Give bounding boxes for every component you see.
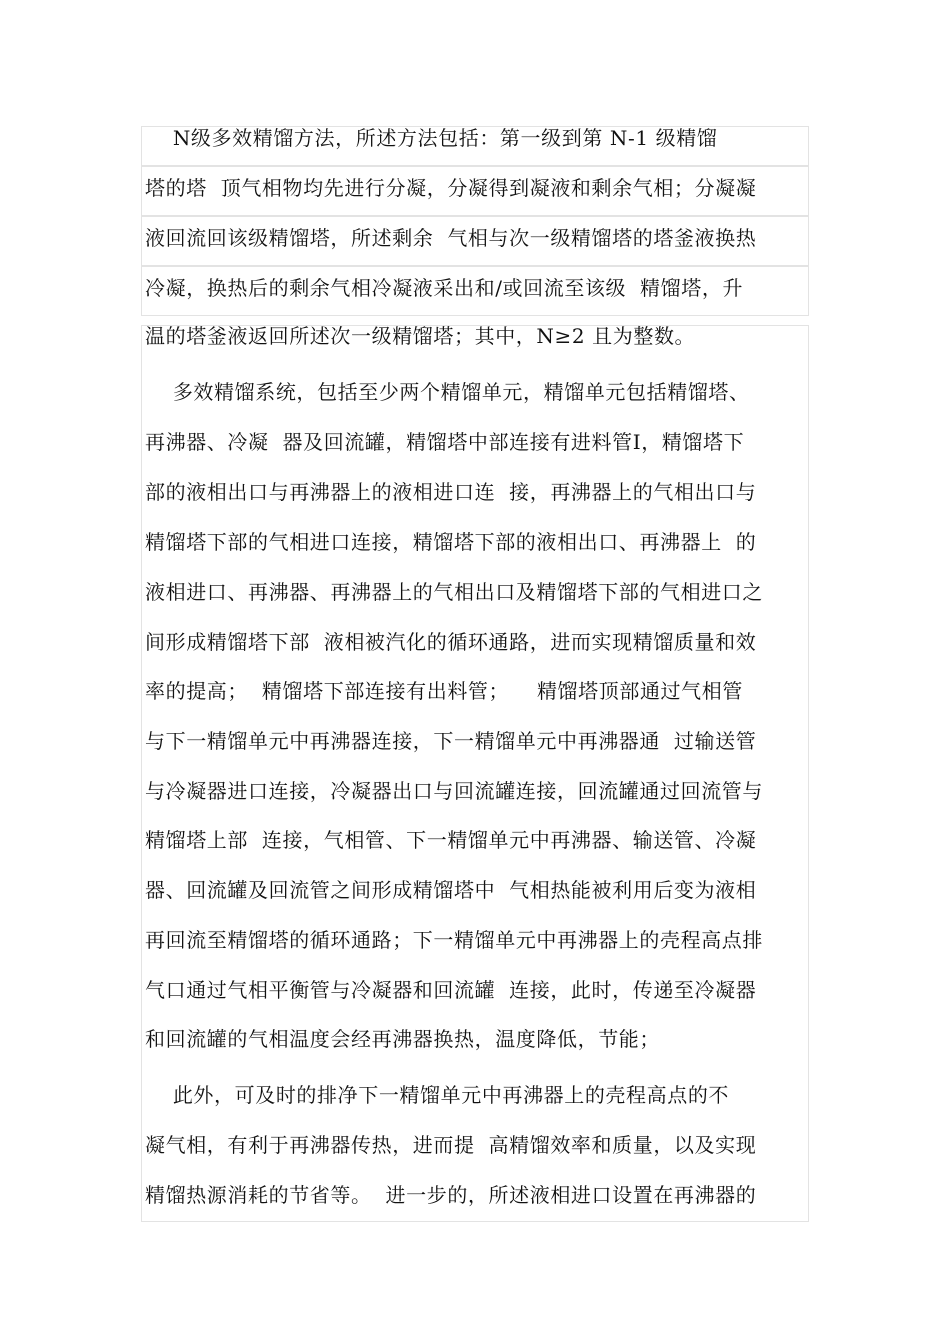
paragraph-2-line: 与冷凝器进口连接，冷凝器出口与回流罐连接，回流罐通过回流管与 — [145, 779, 763, 803]
paragraph-2-line: 率的提高； 精馏塔下部连接有出料管； 精馏塔顶部通过气相管 — [145, 679, 743, 703]
paragraph-1-line: N级多效精馏方法，所述方法包括：第一级到第 N-1 级精馏 — [145, 126, 718, 150]
paragraph-2-line: 精馏塔上部 连接，气相管、下一精馏单元中再沸器、输送管、冷凝 — [145, 828, 757, 852]
paragraph-2-line: 精馏塔下部的气相进口连接，精馏塔下部的液相出口、再沸器上 的 — [145, 530, 757, 554]
paragraph-2-line: 多效精馏系统，包括至少两个精馏单元，精馏单元包括精馏塔、 — [145, 380, 750, 404]
paragraph-2-line: 器、回流罐及回流管之间形成精馏塔中 气相热能被利用后变为液相 — [145, 878, 757, 902]
paragraph-3-line: 精馏热源消耗的节省等。 进一步的，所述液相进口设置在再沸器的 — [145, 1183, 757, 1207]
paragraph-3-line: 此外，可及时的排净下一精馏单元中再沸器上的壳程高点的不 — [145, 1083, 730, 1107]
paragraph-2-line: 部的液相出口与再沸器上的液相进口连 接，再沸器上的气相出口与 — [145, 480, 757, 504]
paragraph-2-line: 与下一精馏单元中再沸器连接，下一精馏单元中再沸器通 过输送管 — [145, 729, 757, 753]
paragraph-2-line: 液相进口、再沸器、再沸器上的气相出口及精馏塔下部的气相进口之 — [145, 580, 763, 604]
paragraph-1-line: 塔的塔 顶气相物均先进行分凝，分凝得到凝液和剩余气相；分凝凝 — [145, 176, 757, 200]
paragraph-1-line: 液回流回该级精馏塔，所述剩余 气相与次一级精馏塔的塔釜液换热 — [145, 226, 757, 250]
paragraph-2-line: 再回流至精馏塔的循环通路；下一精馏单元中再沸器上的壳程高点排 — [145, 928, 763, 952]
paragraph-2-line: 气口通过气相平衡管与冷凝器和回流罐 连接，此时，传递至冷凝器 — [145, 978, 757, 1002]
paragraph-2-line: 再沸器、冷凝 器及回流罐，精馏塔中部连接有进料管Ⅰ，精馏塔下 — [145, 430, 745, 454]
paragraph-1-line: 冷凝，换热后的剩余气相冷凝液采出和/或回流至该级 精馏塔，升 — [145, 276, 744, 300]
paragraph-1-line: 温的塔釜液返回所述次一级精馏塔；其中，N≥2 且为整数。 — [145, 324, 696, 348]
paragraph-2-line: 间形成精馏塔下部 液相被汽化的循环通路，进而实现精馏质量和效 — [145, 630, 757, 654]
paragraph-2-line: 和回流罐的气相温度会经再沸器换热，温度降低，节能； — [145, 1027, 660, 1051]
paragraph-3-line: 凝气相，有利于再沸器传热，进而提 高精馏效率和质量，以及实现 — [145, 1133, 757, 1157]
